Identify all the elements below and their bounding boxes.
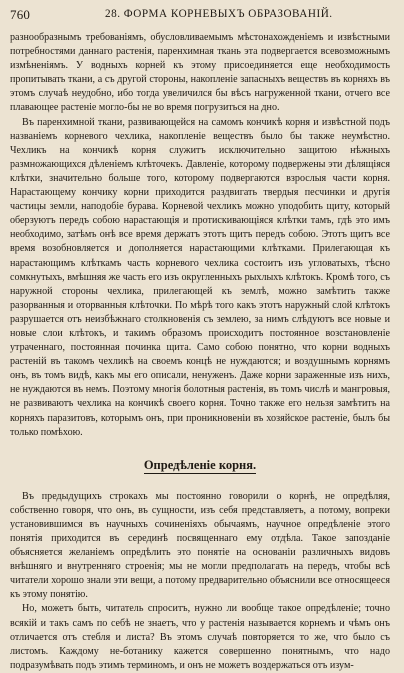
paragraph: разнообразнымъ требованіямъ, обусловливаемымъ мѣстонахожденіемъ и извѣстными потребностями даннаго растенія, паренхимная ткань эта подвергается всевозможнымъ измѣненіямъ. У водныхъ корней къ этому присоединяется еще необходимость пропитывать ткани, а съ другой стороны, накопленіе запасныхъ веществъ въ корняхъ въ этомъ случаѣ неудобно, ибо тогда увеличился бы вѣсъ нагруженной ткани, отчего все плавающее растеніе могло-бы не во время погрузиться на дно. [10, 32, 390, 114]
section-heading-text: Опредѣленіе корня. [143, 457, 257, 472]
page-number: 760 [10, 7, 31, 22]
paragraph: Но, можетъ быть, читатель спроситъ, нужно ли вообще такое опредѣленіе; точно всякій и такъ самъ по себѣ не знаетъ, что у растенія называется корнемъ и чѣмъ онъ отличается отъ стебля и листа? Въ этомъ случаѣ повторяется то же, что было съ листомъ. Каждому не-ботанику кажется совершенно понятнымъ, что надо подразумѣвать подъ этимъ терминомъ, и онъ не можетъ воздержаться отъ изум- [10, 603, 390, 671]
body-text-bottom [10, 490, 390, 673]
paragraph: Въ предыдущихъ строкахъ мы постоянно говорили о корнѣ, не опредѣляя, собственно говоря, что онъ, въ сущности, изъ себя представляетъ, а потому, вопреки установившимся въ научныхъ сочиненіяхъ обычаямъ, научное опредѣленіе этого понятія приходится въ серединѣ посвященнаго ему отдѣла. Такое запозданіе объясняется желаніемъ опредѣлить это понятіе на основаніи различныхъ видовъ внѣшняго и внутренняго строенія; мы не могли предполагать на передъ, чтобы всѣ читатели хорошо знали эти вещи, а потому предварительно объяснили все относящееся къ этому понятію. [10, 490, 390, 601]
body-text-top [10, 31, 390, 440]
section-heading [10, 458, 390, 474]
paragraph: Въ паренхимной ткани, развивающейся на самомъ кончикѣ корня и извѣстной подъ названіемъ корневого чехлика, накопленіе веществъ было бы также неумѣстно. Чехликъ на кончикѣ корня служитъ исключительно защитою нѣжныхъ размножающихся дѣленіемъ клѣточекъ. Давленіе, которому подвержены эти дѣлящіяся клѣтки, значительно больше того, которому подвергаются взрослыя части корня. Нарастающему кончику корни приходится раздвигать твердыя песчинки и другія частицы земли, наподобіе бурава. Корневой чехликъ можно уподобить щиту, который оберзуютъ передъ собою нарастающія и протискивающіяся клѣтки тамъ, гдѣ это имъ необходимо, затѣмъ онѣ все время держатъ этотъ щитъ передъ собою. Этотъ щитъ все время возобновляется и дополняется нарастающими клѣтками. Прилегающая къ нарастающимъ клѣткамъ часть корневого чехлика состоитъ изъ угловатыхъ, тѣсно сомкнутыхъ, вмѣшняя же часть его изъ округленныхъ рыхлыхъ клѣтокъ. Кромѣ того, съ наружной стороны чехлика, прилегающей къ землѣ, можно замѣтить также разорванныя и оторванныя клѣточки. По мѣрѣ того какъ этотъ наружный слой клѣтокъ разрушается отъ неизбѣжнаго столкновенія съ землею, за нимъ слѣдуютъ все новые и новые слои клѣтокъ, и такимъ образомъ происходитъ постоянное возстановленіе утраченнаго, постоянная починка щита. Само собою понятно, что корни водныхъ растеній въ такомъ чехликѣ на своемъ концѣ не нуждаются; и воздушнымъ корнямъ онъ, въ томъ видѣ, какъ мы его описали, ненуженъ. Даже корни зараженные изъ нихъ, не нуждаются въ немъ. Поэтому многія болотныя растенія, въ томъ числѣ и мангровыя, не развиваютъ чехлика на кончикѣ своего корня. Точно также его нельзя замѣтить на корняхъ паразитовъ, которымъ онъ, при проникновеніи въ хозяйское растеніе, былъ бы только помѣхою. [10, 116, 390, 438]
running-head [10, 7, 390, 23]
chapter-title: 28. ФОРМА КОРНЕВЫХЪ ОБРАЗОВАНІЙ. [105, 8, 333, 20]
